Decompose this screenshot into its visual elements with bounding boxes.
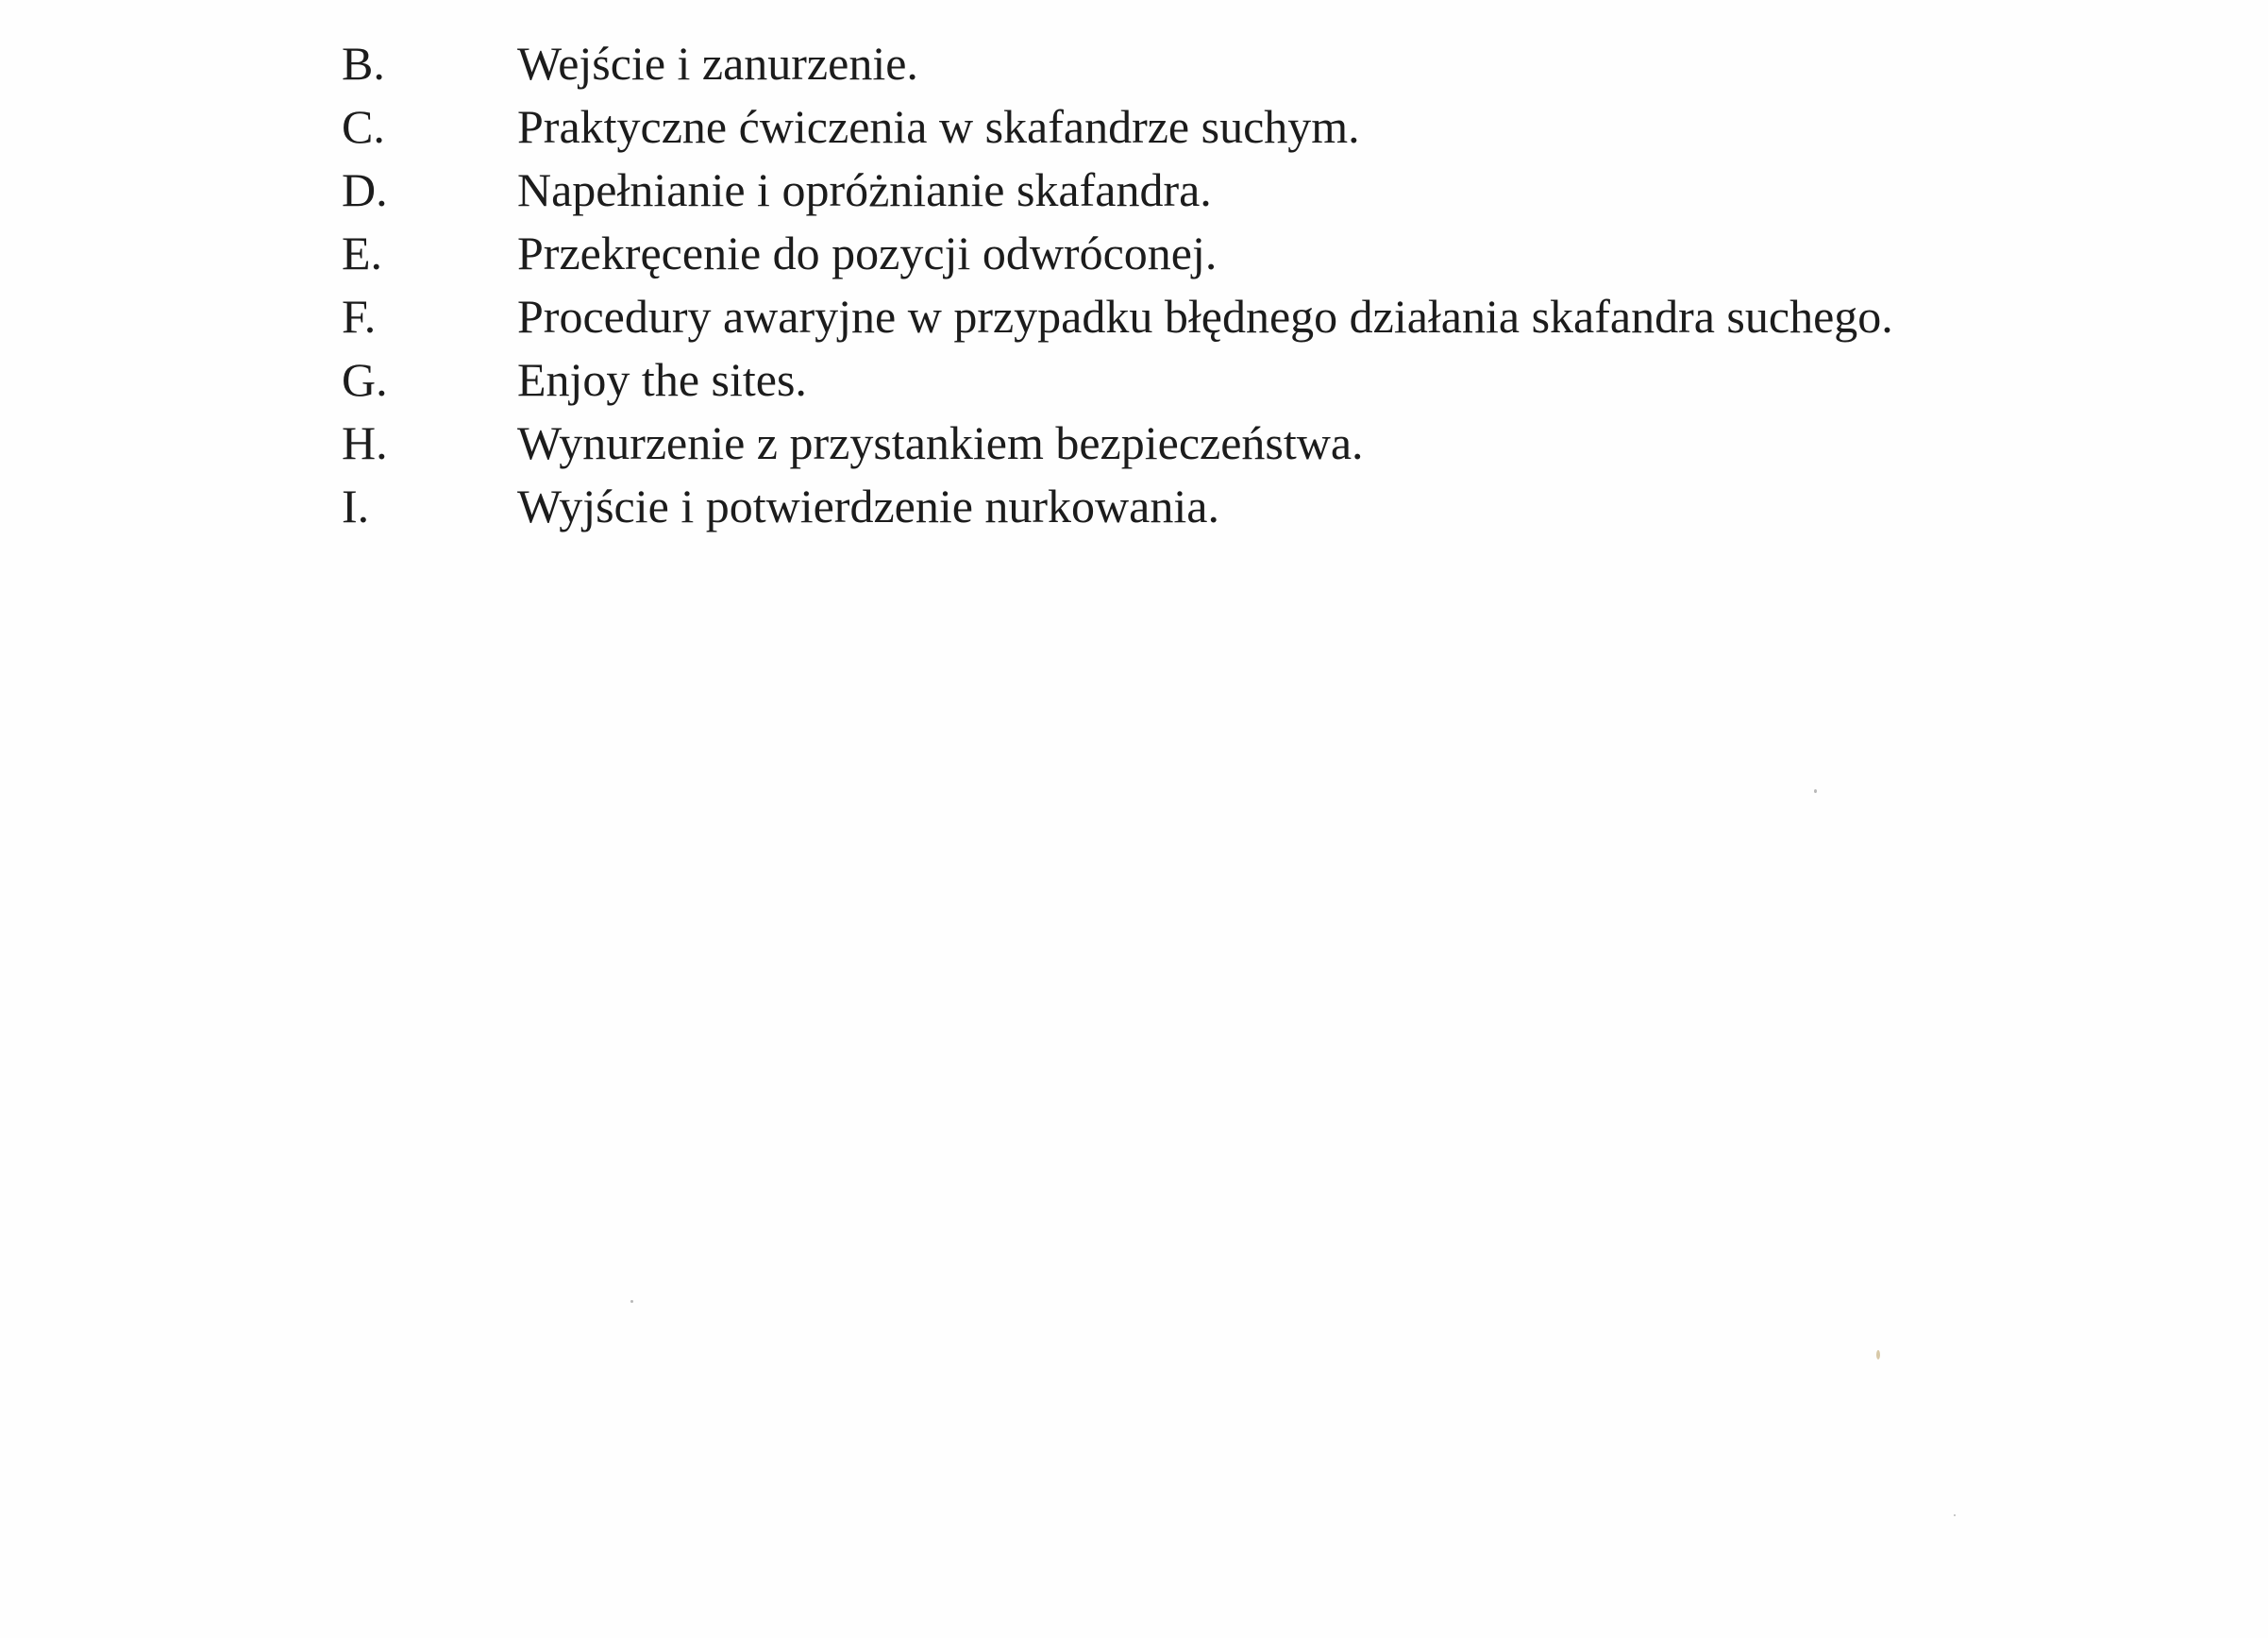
item-letter: H. <box>342 416 388 469</box>
item-letter: G. <box>342 353 388 406</box>
item-text: Przekręcenie do pozycji odwróconej. <box>517 227 1218 279</box>
procedure-list <box>342 32 1893 538</box>
scan-speck <box>1954 1514 1956 1516</box>
scan-speck <box>630 1300 633 1303</box>
list-item <box>342 475 1893 538</box>
item-letter: F. <box>342 290 377 343</box>
item-letter: D. <box>342 163 388 216</box>
item-text: Enjoy the sites. <box>517 353 807 406</box>
list-item <box>342 32 1893 95</box>
item-letter: C. <box>342 100 385 153</box>
item-text: Wejście i zanurzenie. <box>517 37 918 90</box>
item-text: Procedury awaryjne w przypadku błędnego działania skafandra suchego. <box>517 290 1893 343</box>
scan-speck <box>1814 789 1817 793</box>
item-letter: E. <box>342 227 383 279</box>
list-item <box>342 222 1893 285</box>
list-item <box>342 285 1893 348</box>
list-item <box>342 159 1893 222</box>
item-letter: I. <box>342 480 370 532</box>
item-letter: B. <box>342 37 385 90</box>
item-text: Wynurzenie z przystankiem bezpieczeństwa. <box>517 416 1364 469</box>
item-text: Praktyczne ćwiczenia w skafandrze suchym. <box>517 100 1360 153</box>
list-item <box>342 348 1893 412</box>
item-text: Napełnianie i opróżnianie skafandra. <box>517 163 1212 216</box>
list-item <box>342 95 1893 159</box>
list-item <box>342 412 1893 475</box>
item-text: Wyjście i potwierdzenie nurkowania. <box>517 480 1219 532</box>
scan-speck <box>1876 1350 1880 1359</box>
